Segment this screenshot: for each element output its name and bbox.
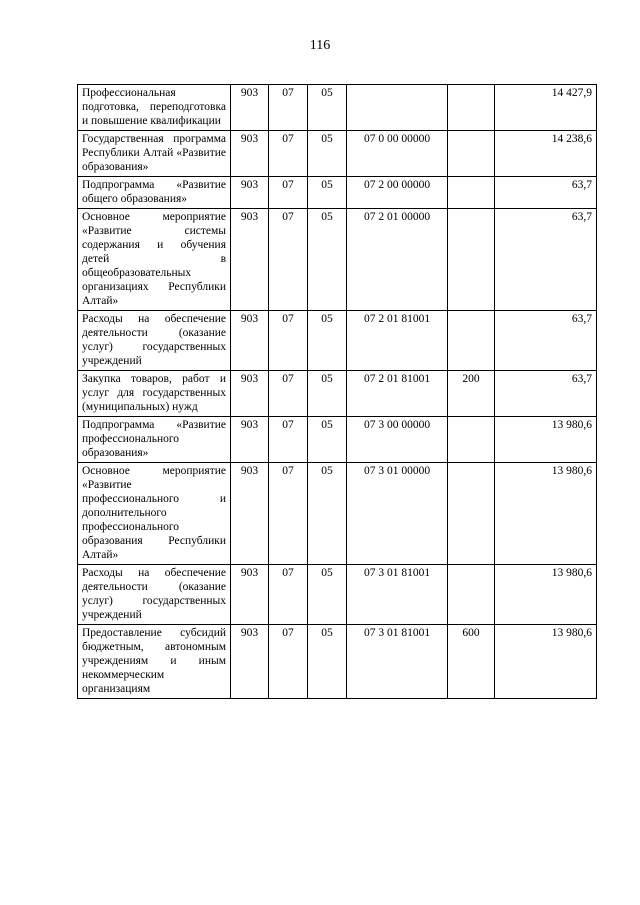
row-target-article: 07 0 00 00000: [347, 131, 448, 177]
row-target-article: 07 2 00 00000: [347, 177, 448, 209]
row-subsection: 05: [308, 565, 347, 625]
table-row: [78, 131, 597, 177]
row-section: 07: [269, 131, 308, 177]
row-amount: 63,7: [495, 209, 597, 311]
row-section: 07: [269, 85, 308, 131]
row-subsection: 05: [308, 131, 347, 177]
row-section: 07: [269, 311, 308, 371]
row-amount: 13 980,6: [495, 625, 597, 699]
row-target-article: 07 3 00 00000: [347, 417, 448, 463]
row-section: 07: [269, 463, 308, 565]
row-expense-type: [448, 565, 495, 625]
row-expense-type: [448, 417, 495, 463]
row-expense-type: [448, 463, 495, 565]
table-row: [78, 625, 597, 699]
row-target-article: 07 3 01 81001: [347, 625, 448, 699]
row-name: Основное мероприятие «Развитие системы содержания и обучения детей в общеобразовательных организациях Республики Алтай»: [78, 209, 231, 311]
row-subsection: 05: [308, 311, 347, 371]
row-grbs: 903: [231, 209, 269, 311]
row-subsection: 05: [308, 177, 347, 209]
row-section: 07: [269, 625, 308, 699]
row-grbs: 903: [231, 625, 269, 699]
row-grbs: 903: [231, 417, 269, 463]
row-grbs: 903: [231, 177, 269, 209]
row-amount: 63,7: [495, 371, 597, 417]
row-grbs: 903: [231, 311, 269, 371]
row-section: 07: [269, 371, 308, 417]
row-name: Основное мероприятие «Развитие профессионального и дополнительного профессионального образования Республики Алтай»: [78, 463, 231, 565]
row-amount: 63,7: [495, 311, 597, 371]
row-amount: 63,7: [495, 177, 597, 209]
row-subsection: 05: [308, 85, 347, 131]
row-amount: 13 980,6: [495, 417, 597, 463]
row-target-article: 07 3 01 00000: [347, 463, 448, 565]
row-target-article: 07 2 01 81001: [347, 311, 448, 371]
row-subsection: 05: [308, 417, 347, 463]
row-grbs: 903: [231, 565, 269, 625]
row-name: Подпрограмма «Развитие профессионального образования»: [78, 417, 231, 463]
row-grbs: 903: [231, 371, 269, 417]
row-subsection: 05: [308, 463, 347, 565]
table-row: [78, 85, 597, 131]
row-expense-type: 200: [448, 371, 495, 417]
row-target-article: [347, 85, 448, 131]
row-target-article: 07 2 01 00000: [347, 209, 448, 311]
table-row: [78, 417, 597, 463]
row-name: Государственная программа Республики Алтай «Развитие образования»: [78, 131, 231, 177]
row-section: 07: [269, 417, 308, 463]
row-subsection: 05: [308, 209, 347, 311]
row-expense-type: 600: [448, 625, 495, 699]
row-name: Профессиональная подготовка, переподготовка и повышение квалификации: [78, 85, 231, 131]
table-row: [78, 371, 597, 417]
table-row: [78, 209, 597, 311]
row-subsection: 05: [308, 371, 347, 417]
table-row: [78, 311, 597, 371]
row-grbs: 903: [231, 85, 269, 131]
table-row: [78, 565, 597, 625]
row-section: 07: [269, 209, 308, 311]
row-name: Закупка товаров, работ и услуг для государственных (муниципальных) нужд: [78, 371, 231, 417]
row-expense-type: [448, 311, 495, 371]
budget-table: [77, 84, 597, 699]
row-name: Расходы на обеспечение деятельности (оказание услуг) государственных учреждений: [78, 565, 231, 625]
row-expense-type: [448, 209, 495, 311]
row-amount: 14 427,9: [495, 85, 597, 131]
row-grbs: 903: [231, 131, 269, 177]
row-section: 07: [269, 565, 308, 625]
page-number: 116: [309, 38, 331, 53]
row-target-article: 07 2 01 81001: [347, 371, 448, 417]
row-target-article: 07 3 01 81001: [347, 565, 448, 625]
row-section: 07: [269, 177, 308, 209]
row-amount: 13 980,6: [495, 565, 597, 625]
table-row: [78, 177, 597, 209]
row-grbs: 903: [231, 463, 269, 565]
row-amount: 13 980,6: [495, 463, 597, 565]
row-name: Подпрограмма «Развитие общего образования»: [78, 177, 231, 209]
row-expense-type: [448, 177, 495, 209]
row-expense-type: [448, 131, 495, 177]
row-expense-type: [448, 85, 495, 131]
row-subsection: 05: [308, 625, 347, 699]
row-name: Расходы на обеспечение деятельности (оказание услуг) государственных учреждений: [78, 311, 231, 371]
table-row: [78, 463, 597, 565]
row-name: Предоставление субсидий бюджетным, автономным учреждениям и иным некоммерческим организациям: [78, 625, 231, 699]
row-amount: 14 238,6: [495, 131, 597, 177]
